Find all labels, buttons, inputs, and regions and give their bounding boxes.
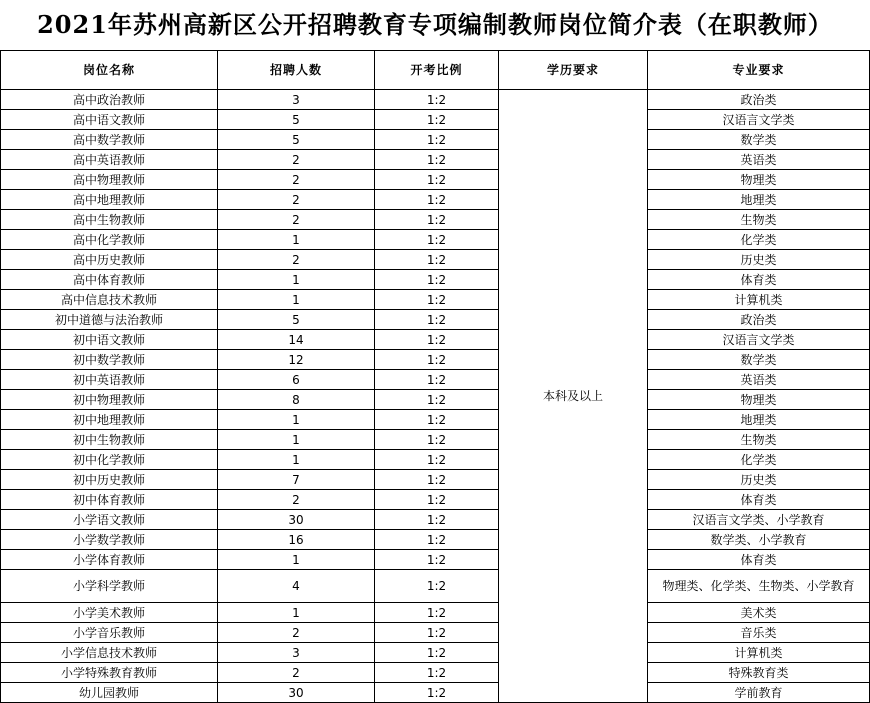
- header-ratio: 开考比例: [375, 51, 499, 90]
- table-row: [1, 390, 870, 410]
- major-cell: 汉语言文学类: [648, 110, 870, 130]
- ratio-cell: 1:2: [375, 430, 499, 450]
- ratio-cell: 1:2: [375, 683, 499, 703]
- positions-table: [0, 50, 870, 703]
- page-title: 2021年苏州高新区公开招聘教育专项编制教师岗位简介表（在职教师）: [37, 10, 833, 39]
- table-row: [1, 683, 870, 703]
- count-cell: 30: [218, 510, 375, 530]
- position-cell: 初中化学教师: [1, 450, 218, 470]
- count-cell: 2: [218, 210, 375, 230]
- position-cell: 初中英语教师: [1, 370, 218, 390]
- major-cell: 物理类: [648, 390, 870, 410]
- table-row: [1, 410, 870, 430]
- ratio-cell: 1:2: [375, 603, 499, 623]
- major-cell: 历史类: [648, 250, 870, 270]
- major-cell: 物理类: [648, 170, 870, 190]
- ratio-cell: 1:2: [375, 150, 499, 170]
- table-row: [1, 430, 870, 450]
- table-row: [1, 310, 870, 330]
- table-row: [1, 510, 870, 530]
- count-cell: 5: [218, 310, 375, 330]
- count-cell: 1: [218, 230, 375, 250]
- ratio-cell: 1:2: [375, 350, 499, 370]
- position-cell: 高中化学教师: [1, 230, 218, 250]
- position-cell: 高中地理教师: [1, 190, 218, 210]
- table-row: [1, 290, 870, 310]
- table-row: [1, 190, 870, 210]
- count-cell: 14: [218, 330, 375, 350]
- count-cell: 2: [218, 663, 375, 683]
- position-cell: 高中体育教师: [1, 270, 218, 290]
- major-cell: 数学类: [648, 130, 870, 150]
- ratio-cell: 1:2: [375, 623, 499, 643]
- ratio-cell: 1:2: [375, 250, 499, 270]
- header-position: 岗位名称: [1, 51, 218, 90]
- table-row: [1, 330, 870, 350]
- major-cell: 美术类: [648, 603, 870, 623]
- count-cell: 1: [218, 430, 375, 450]
- education-cell: 本科及以上: [499, 90, 648, 703]
- major-cell: 化学类: [648, 230, 870, 250]
- ratio-cell: 1:2: [375, 450, 499, 470]
- table-row: [1, 230, 870, 250]
- major-cell: 数学类: [648, 350, 870, 370]
- position-cell: 初中体育教师: [1, 490, 218, 510]
- major-cell: 英语类: [648, 370, 870, 390]
- ratio-cell: 1:2: [375, 330, 499, 350]
- table-row: [1, 550, 870, 570]
- major-cell: 地理类: [648, 410, 870, 430]
- count-cell: 2: [218, 250, 375, 270]
- ratio-cell: 1:2: [375, 130, 499, 150]
- major-cell: 生物类: [648, 430, 870, 450]
- ratio-cell: 1:2: [375, 410, 499, 430]
- major-cell: 化学类: [648, 450, 870, 470]
- count-cell: 1: [218, 270, 375, 290]
- position-cell: 小学美术教师: [1, 603, 218, 623]
- count-cell: 3: [218, 643, 375, 663]
- position-cell: 小学数学教师: [1, 530, 218, 550]
- major-cell: 地理类: [648, 190, 870, 210]
- table-row: [1, 210, 870, 230]
- count-cell: 2: [218, 623, 375, 643]
- position-cell: 高中生物教师: [1, 210, 218, 230]
- major-cell: 体育类: [648, 490, 870, 510]
- position-cell: 高中历史教师: [1, 250, 218, 270]
- table-row: [1, 623, 870, 643]
- count-cell: 8: [218, 390, 375, 410]
- count-cell: 1: [218, 603, 375, 623]
- count-cell: 3: [218, 90, 375, 110]
- ratio-cell: 1:2: [375, 390, 499, 410]
- major-cell: 生物类: [648, 210, 870, 230]
- table-row: [1, 643, 870, 663]
- ratio-cell: 1:2: [375, 550, 499, 570]
- ratio-cell: 1:2: [375, 530, 499, 550]
- count-cell: 30: [218, 683, 375, 703]
- count-cell: 2: [218, 190, 375, 210]
- table-row: [1, 110, 870, 130]
- header-row: [1, 51, 870, 90]
- position-cell: 小学语文教师: [1, 510, 218, 530]
- position-cell: 高中英语教师: [1, 150, 218, 170]
- table-row: [1, 270, 870, 290]
- count-cell: 1: [218, 410, 375, 430]
- major-cell: 数学类、小学教育: [648, 530, 870, 550]
- count-cell: 5: [218, 110, 375, 130]
- ratio-cell: 1:2: [375, 170, 499, 190]
- ratio-cell: 1:2: [375, 470, 499, 490]
- table-row: [1, 350, 870, 370]
- position-cell: 初中数学教师: [1, 350, 218, 370]
- table-row: [1, 530, 870, 550]
- ratio-cell: 1:2: [375, 90, 499, 110]
- major-cell: 特殊教育类: [648, 663, 870, 683]
- major-cell: 计算机类: [648, 643, 870, 663]
- position-cell: 初中语文教师: [1, 330, 218, 350]
- position-cell: 初中地理教师: [1, 410, 218, 430]
- table-row: [1, 470, 870, 490]
- count-cell: 16: [218, 530, 375, 550]
- ratio-cell: 1:2: [375, 310, 499, 330]
- count-cell: 7: [218, 470, 375, 490]
- position-cell: 初中物理教师: [1, 390, 218, 410]
- major-cell: 汉语言文学类: [648, 330, 870, 350]
- table-row: [1, 90, 870, 110]
- count-cell: 2: [218, 490, 375, 510]
- table-row: [1, 570, 870, 603]
- position-cell: 高中信息技术教师: [1, 290, 218, 310]
- position-cell: 小学体育教师: [1, 550, 218, 570]
- ratio-cell: 1:2: [375, 370, 499, 390]
- position-cell: 小学科学教师: [1, 570, 218, 603]
- ratio-cell: 1:2: [375, 643, 499, 663]
- count-cell: 2: [218, 150, 375, 170]
- header-major: 专业要求: [648, 51, 870, 90]
- position-cell: 小学音乐教师: [1, 623, 218, 643]
- ratio-cell: 1:2: [375, 570, 499, 603]
- table-row: [1, 490, 870, 510]
- major-cell: 体育类: [648, 550, 870, 570]
- ratio-cell: 1:2: [375, 230, 499, 250]
- major-cell: 汉语言文学类、小学教育: [648, 510, 870, 530]
- major-cell: 体育类: [648, 270, 870, 290]
- table-row: [1, 450, 870, 470]
- position-cell: 小学特殊教育教师: [1, 663, 218, 683]
- ratio-cell: 1:2: [375, 663, 499, 683]
- count-cell: 2: [218, 170, 375, 190]
- position-cell: 小学信息技术教师: [1, 643, 218, 663]
- ratio-cell: 1:2: [375, 290, 499, 310]
- position-cell: 初中历史教师: [1, 470, 218, 490]
- table-row: [1, 663, 870, 683]
- major-cell: 学前教育: [648, 683, 870, 703]
- position-cell: 初中道德与法治教师: [1, 310, 218, 330]
- ratio-cell: 1:2: [375, 510, 499, 530]
- count-cell: 6: [218, 370, 375, 390]
- position-cell: 高中政治教师: [1, 90, 218, 110]
- major-cell: 英语类: [648, 150, 870, 170]
- count-cell: 5: [218, 130, 375, 150]
- position-cell: 高中物理教师: [1, 170, 218, 190]
- ratio-cell: 1:2: [375, 210, 499, 230]
- major-cell: 历史类: [648, 470, 870, 490]
- count-cell: 4: [218, 570, 375, 603]
- table-row: [1, 370, 870, 390]
- major-cell: 计算机类: [648, 290, 870, 310]
- header-count: 招聘人数: [218, 51, 375, 90]
- ratio-cell: 1:2: [375, 110, 499, 130]
- ratio-cell: 1:2: [375, 270, 499, 290]
- position-cell: 幼儿园教师: [1, 683, 218, 703]
- ratio-cell: 1:2: [375, 490, 499, 510]
- major-cell: 音乐类: [648, 623, 870, 643]
- major-cell: 政治类: [648, 90, 870, 110]
- major-cell: 政治类: [648, 310, 870, 330]
- count-cell: 1: [218, 450, 375, 470]
- position-cell: 高中语文教师: [1, 110, 218, 130]
- major-cell: 物理类、化学类、生物类、小学教育: [648, 570, 870, 603]
- count-cell: 12: [218, 350, 375, 370]
- table-row: [1, 170, 870, 190]
- table-row: [1, 250, 870, 270]
- table-row: [1, 150, 870, 170]
- count-cell: 1: [218, 290, 375, 310]
- position-cell: 高中数学教师: [1, 130, 218, 150]
- table-row: [1, 130, 870, 150]
- count-cell: 1: [218, 550, 375, 570]
- ratio-cell: 1:2: [375, 190, 499, 210]
- header-education: 学历要求: [499, 51, 648, 90]
- table-row: [1, 603, 870, 623]
- position-cell: 初中生物教师: [1, 430, 218, 450]
